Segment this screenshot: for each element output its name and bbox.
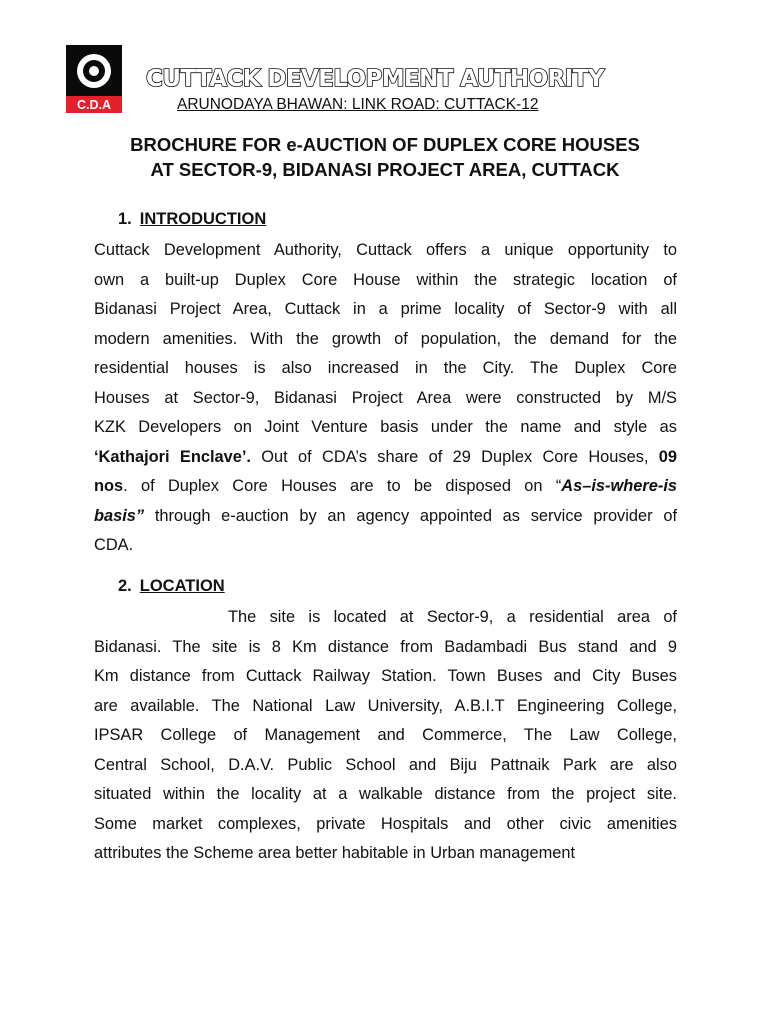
paragraph-line: Houses at Sector-9, Bidanasi Project Area were constructed by M/S bbox=[94, 388, 677, 407]
paragraph-line: Bidanasi. The site is 8 Km distance from Badambadi Bus stand and 9 bbox=[94, 637, 677, 656]
paragraph-line: modern amenities. With the growth of population, the demand for the bbox=[94, 329, 677, 348]
paragraph-line: situated within the locality at a walkable distance from the project site. bbox=[94, 785, 677, 803]
title-line-1: BROCHURE FOR e-AUCTION OF DUPLEX CORE HOUSES bbox=[130, 134, 640, 155]
paragraph-line bbox=[94, 472, 677, 502]
paragraph-line: The site is located at Sector-9, a residential area of bbox=[228, 608, 677, 626]
paragraph-line bbox=[94, 443, 677, 473]
paragraph-line: Some market complexes, private Hospitals and other civic amenities bbox=[94, 814, 677, 833]
section-heading-location bbox=[118, 577, 225, 596]
paragraph-line bbox=[94, 502, 677, 532]
nos-label: nos bbox=[94, 477, 124, 495]
line-text: Out of CDA’s share of 29 Duplex Core Houses, bbox=[250, 447, 659, 466]
paragraph-line: Central School, D.A.V. Public School and Biju Pattnaik Park are also bbox=[94, 755, 677, 774]
organization-address: ARUNODAYA BHAWAN: LINK ROAD: CUTTACK-12 bbox=[177, 96, 539, 113]
line-text: through e-auction by an agency appointed as service provider of bbox=[144, 506, 677, 525]
cda-logo-icon bbox=[66, 45, 122, 113]
section-number: 1. bbox=[118, 210, 132, 228]
paragraph-line: residential houses is also increased in the City. The Duplex Core bbox=[94, 359, 677, 377]
paragraph-line: own a built-up Duplex Core House within the strategic location of bbox=[94, 270, 677, 289]
line-text: . of Duplex Core Houses are to be disposed on “ bbox=[123, 477, 562, 495]
paragraph-line: Cuttack Development Authority, Cuttack offers a unique opportunity to bbox=[94, 241, 677, 259]
house-count: 09 bbox=[658, 447, 677, 466]
section-title: INTRODUCTION bbox=[139, 210, 267, 228]
paragraph-line: KZK Developers on Joint Venture basis under the name and style as bbox=[94, 418, 677, 436]
organization-name: CUTTACK DEVELOPMENT AUTHORITY bbox=[146, 66, 604, 92]
paragraph-line: IPSAR College of Management and Commerce, The Law College, bbox=[94, 726, 677, 744]
title-line-2: AT SECTOR-9, BIDANASI PROJECT AREA, CUTTACK bbox=[150, 159, 620, 180]
paragraph-line: attributes the Scheme area better habitable in Urban management bbox=[94, 844, 576, 862]
paragraph-line: are available. The National Law University, A.B.I.T Engineering College, bbox=[94, 696, 677, 715]
paragraph-line: Bidanasi Project Area, Cuttack in a prime locality of Sector-9 with all bbox=[94, 300, 677, 318]
project-name: ‘Kathajori Enclave’. bbox=[94, 447, 251, 466]
section-heading-introduction bbox=[118, 210, 266, 229]
cda-logo bbox=[66, 45, 122, 113]
disposal-basis-cont: basis” bbox=[94, 506, 145, 525]
introduction-paragraph bbox=[94, 236, 677, 561]
paragraph-line: CDA. bbox=[94, 536, 134, 554]
disposal-basis: As–is-where-is bbox=[561, 477, 677, 495]
section-number: 2. bbox=[118, 577, 132, 595]
section-title: LOCATION bbox=[139, 577, 225, 595]
location-paragraph bbox=[94, 603, 677, 869]
paragraph-line: Km distance from Cuttack Railway Station. Town Buses and City Buses bbox=[94, 667, 677, 685]
document-title bbox=[60, 132, 710, 182]
logo-text: C.D.A bbox=[76, 98, 112, 112]
